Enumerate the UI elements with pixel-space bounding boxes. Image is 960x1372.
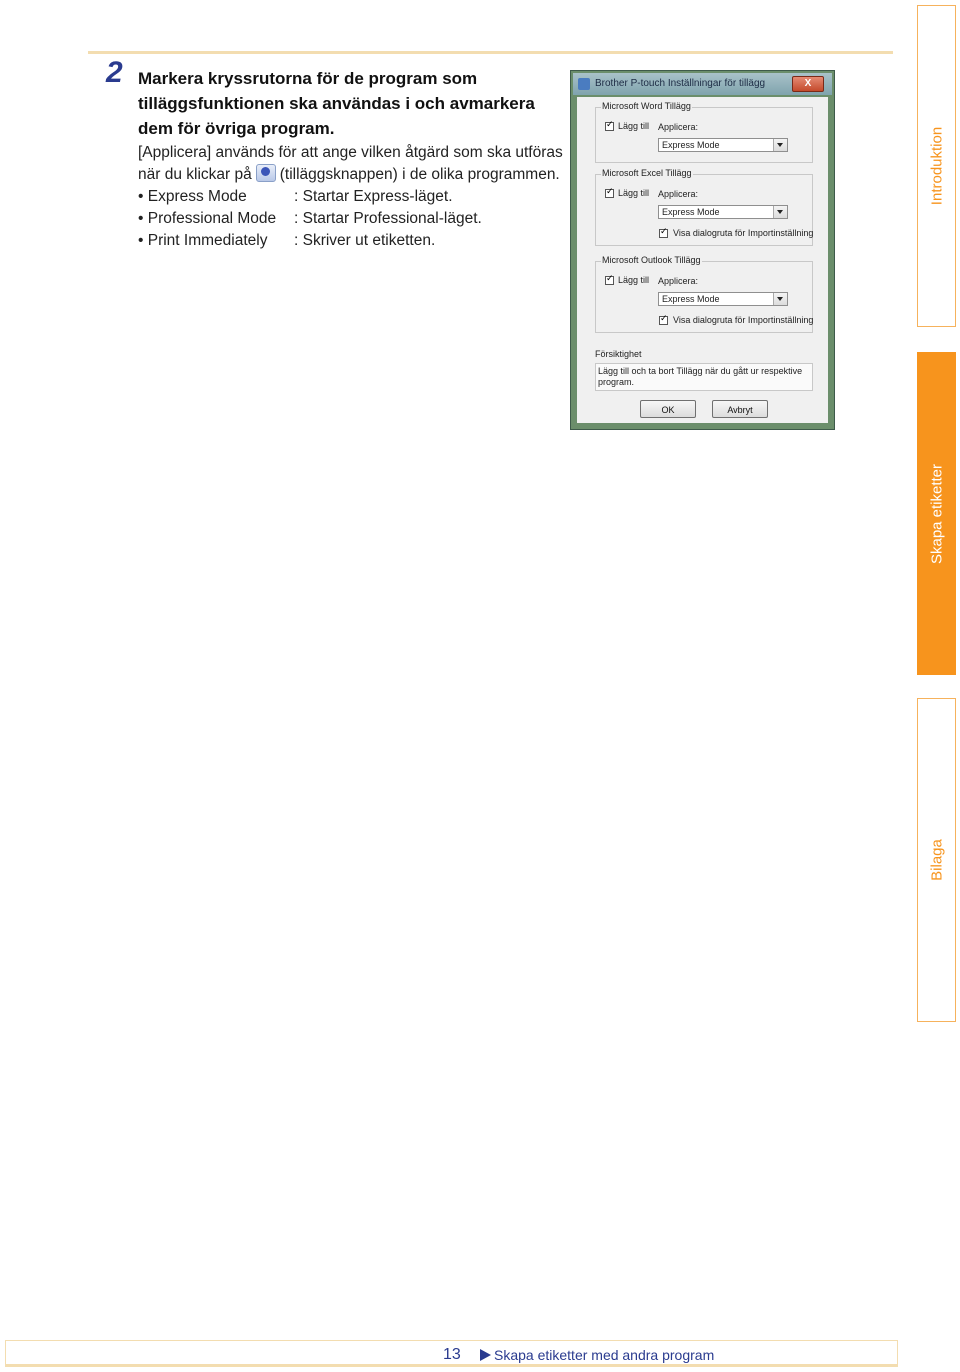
group-title: Microsoft Outlook Tillägg bbox=[602, 255, 701, 265]
step-paragraph bbox=[138, 142, 568, 186]
mode-name: • Print Immediately bbox=[138, 232, 268, 249]
word-add-checkbox[interactable] bbox=[605, 122, 614, 131]
tab-label: Bilaga bbox=[928, 839, 945, 881]
outlook-add-checkbox[interactable] bbox=[605, 276, 614, 285]
list-item bbox=[138, 186, 568, 208]
group-title: Microsoft Word Tillägg bbox=[602, 101, 691, 111]
excel-mode-select[interactable] bbox=[658, 205, 788, 219]
import-label: Visa dialogruta för Importinställning bbox=[673, 315, 814, 325]
section-link[interactable]: Skapa etiketter med andra program bbox=[494, 1347, 715, 1363]
tab-introduktion[interactable] bbox=[917, 5, 956, 327]
chevron-down-icon[interactable] bbox=[773, 293, 787, 305]
dialog-client bbox=[577, 97, 828, 423]
excel-add-checkbox[interactable] bbox=[605, 189, 614, 198]
tab-skapa-etiketter[interactable] bbox=[917, 352, 956, 675]
dialog-titlebar bbox=[573, 73, 832, 95]
addin-settings-dialog bbox=[570, 70, 835, 430]
outlook-mode-select[interactable] bbox=[658, 292, 788, 306]
step-body bbox=[138, 142, 568, 252]
outlook-import-checkbox[interactable] bbox=[659, 316, 668, 325]
add-label: Lägg till bbox=[618, 275, 650, 285]
close-button[interactable]: X bbox=[792, 76, 824, 92]
apply-label: Applicera: bbox=[658, 276, 699, 286]
app-icon bbox=[578, 78, 590, 90]
group-title: Microsoft Excel Tillägg bbox=[602, 168, 692, 178]
step-number: 2 bbox=[106, 56, 123, 89]
word-addin-group bbox=[595, 101, 813, 163]
tab-bilaga[interactable] bbox=[917, 698, 956, 1022]
excel-addin-group bbox=[595, 168, 814, 246]
mode-description: : Skriver ut etiketten. bbox=[294, 232, 436, 249]
top-rule bbox=[88, 51, 893, 54]
tab-label: Skapa etiketter bbox=[928, 463, 945, 564]
selected-mode: Express Mode bbox=[662, 207, 720, 217]
tab-label: Introduktion bbox=[928, 126, 945, 206]
mode-description: : Startar Professional-läget. bbox=[294, 210, 482, 227]
selected-mode: Express Mode bbox=[662, 140, 720, 150]
list-item bbox=[138, 208, 568, 230]
caution-label: Försiktighet bbox=[595, 349, 642, 359]
cancel-button[interactable]: Avbryt bbox=[712, 400, 768, 418]
ok-button[interactable]: OK bbox=[640, 400, 696, 418]
chevron-down-icon[interactable] bbox=[773, 206, 787, 218]
mode-name: • Professional Mode bbox=[138, 210, 277, 227]
caution-text: Lägg till och ta bort Tillägg när du gått ur respektive program. bbox=[595, 363, 813, 391]
chevron-down-icon[interactable] bbox=[773, 139, 787, 151]
mode-list bbox=[138, 186, 568, 252]
dialog-title: Brother P-touch Inställningar för tillägg bbox=[595, 78, 766, 89]
paragraph-after-icon: (tilläggsknappen) i de olika programmen. bbox=[279, 166, 560, 183]
paragraph-before-icon: [Applicera] används för att ange vilken åtgärd som ska utföras när du klickar på bbox=[138, 144, 563, 183]
step-title: Markera kryssrutorna för de program som tilläggsfunktionen ska användas i och avmarkera dem för övriga program. bbox=[138, 69, 535, 138]
addin-button-icon bbox=[256, 164, 276, 182]
import-label: Visa dialogruta för Importinställning bbox=[673, 228, 814, 238]
apply-label: Applicera: bbox=[658, 189, 699, 199]
list-item bbox=[138, 230, 568, 252]
selected-mode: Express Mode bbox=[662, 294, 720, 304]
outlook-addin-group bbox=[595, 255, 814, 333]
mode-description: : Startar Express-läget. bbox=[294, 188, 453, 205]
excel-import-checkbox[interactable] bbox=[659, 229, 668, 238]
apply-label: Applicera: bbox=[658, 122, 699, 132]
page-number: 13 bbox=[443, 1346, 461, 1363]
mode-name: • Express Mode bbox=[138, 188, 247, 205]
add-label: Lägg till bbox=[618, 188, 650, 198]
arrow-right-icon bbox=[480, 1349, 491, 1361]
word-mode-select[interactable] bbox=[658, 138, 788, 152]
add-label: Lägg till bbox=[618, 121, 650, 131]
